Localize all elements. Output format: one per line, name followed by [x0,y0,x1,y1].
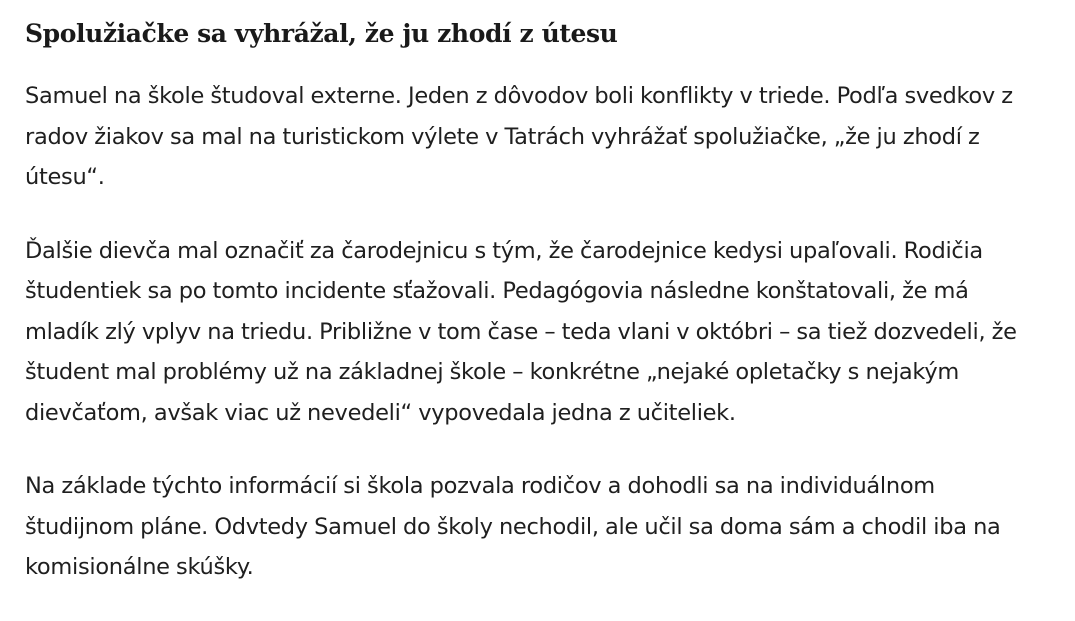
paragraph-line: dievčaťom, avšak viac už nevedeli“ vypovedala jedna z učiteliek. [25,399,736,426]
paragraph-line: Na základe týchto informácií si škola pozvala rodičov a dohodli sa na individuálnom [25,473,935,499]
paragraph-line: študijnom pláne. Odvtedy Samuel do školy nechodil, ale učil sa doma sám a chodil iba na [25,513,1001,540]
paragraph-line: študent mal problémy už na základnej škole – konkrétne „nejaké opletačky s nejakým [25,359,959,385]
paragraph-line: komisionálne skúšky. [25,554,254,580]
paragraph-line: radov žiakov sa mal na turistickom výlete v Tatrách vyhrážať spolužiačke, „že ju zhodí z [25,123,980,150]
section-heading: Spolužiačke sa vyhrážal, že ju zhodí z útesu [25,19,618,48]
paragraph-line: Ďalšie dievča mal označiť za čarodejnicu s tým, že čarodejnice kedysi upaľovali. Rodičia [25,237,983,264]
paragraph-line: študentiek sa po tomto incidente sťažovali. Pedagógovia následne konštatovali, že má [25,278,969,304]
paragraph [25,231,1065,434]
paragraph-line: mladík zlý vplyv na triedu. Približne v tom čase – teda vlani v októbri – sa tiež dozvedeli, že [25,318,1017,345]
paragraph [25,76,1065,198]
paragraph [25,466,1065,588]
paragraph-line: útesu“. [25,164,105,190]
article-body [25,14,1065,621]
paragraph-line: Samuel na škole študoval externe. Jeden z dôvodov boli konflikty v triede. Podľa svedkov z [25,83,1013,109]
